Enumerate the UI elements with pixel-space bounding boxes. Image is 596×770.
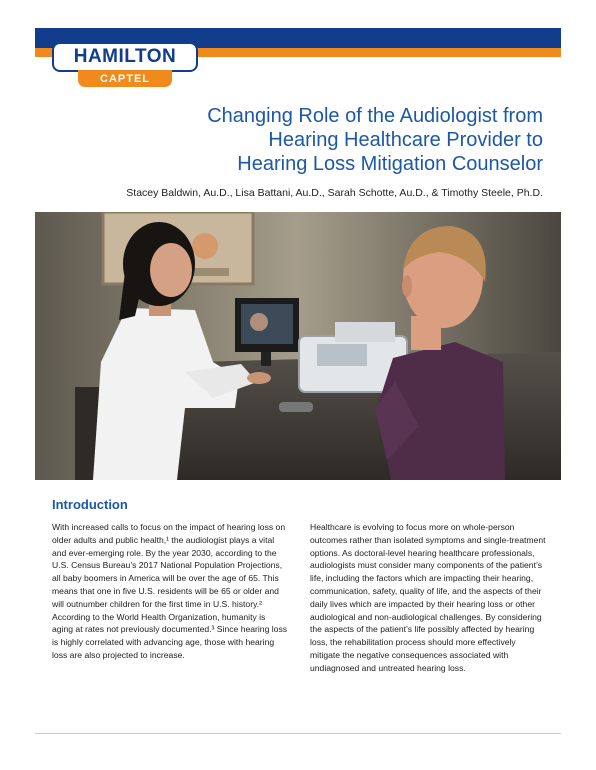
body-column-right: Healthcare is evolving to focus more on whole-person outcomes rather than isolated symptoms and single-treatment options. As doctoral-level hearing healthcare professionals, audiologists must consider many components of the patient’s life, including the factors which are impacting their hearing, communication, safety, quality of life, and the aspects of their daily lives which are impacted by their hearing loss or other audiological and non-audiological challenges. By considering the aspects of the patient’s life possibly affected by hearing loss, the rehabilitation process should more effectively mitigate the negative consequences associated with undiagnosed and untreated hearing loss. bbox=[310, 522, 546, 673]
article-title bbox=[113, 104, 543, 176]
photo-illustration bbox=[35, 212, 561, 480]
logo-sub-text: CAPTEL bbox=[78, 70, 172, 87]
body-column-left: With increased calls to focus on the impact of hearing loss on older adults and public health,¹ the audiologist plays a vital and ever-emerging role. By the year 2030, according to the U.S. Census Bureau’s 2017 National Population Projections, all baby boomers in America will be over the age of 65. This means that one in five U.S. residents will be 65 or older and will outnumber children for the first time in U.S. history.² According to the World Health Organization, humanity is aging at rates not previously documented.³ Since hearing loss is highly correlated with advancing age, those with hearing loss are also projected to increase. bbox=[52, 522, 288, 660]
title-line-1: Changing Role of the Audiologist from bbox=[207, 105, 543, 127]
title-line-2: Hearing Healthcare Provider to bbox=[268, 129, 543, 151]
title-line-3: Hearing Loss Mitigation Counselor bbox=[237, 153, 543, 175]
logo-main-text: HAMILTON bbox=[52, 42, 198, 72]
article-authors: Stacey Baldwin, Au.D., Lisa Battani, Au.D., Sarah Schotte, Au.D., & Timothy Steele, Ph.D. bbox=[126, 187, 543, 199]
section-heading-introduction: Introduction bbox=[52, 497, 128, 512]
footer-divider bbox=[35, 733, 561, 734]
hamilton-captel-logo bbox=[52, 42, 198, 94]
audiologist-consultation-photo bbox=[35, 212, 561, 480]
